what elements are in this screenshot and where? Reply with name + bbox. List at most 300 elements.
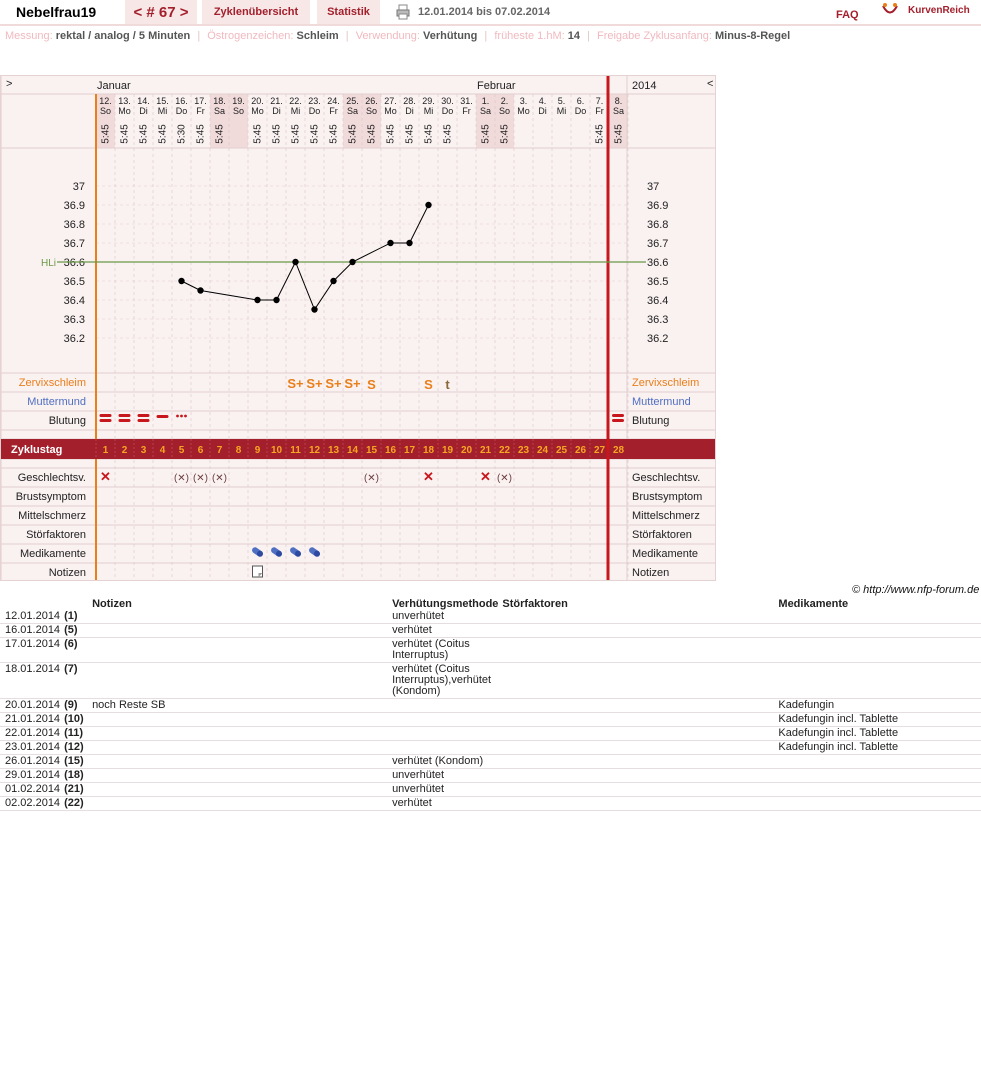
release-label: Freigabe Zyklusanfang: bbox=[596, 30, 712, 42]
pill-icon bbox=[289, 546, 302, 558]
notes-label-right[interactable]: Notizen bbox=[632, 567, 670, 579]
day-weekday: Di bbox=[405, 106, 414, 116]
bleeding-heavy-mark bbox=[100, 414, 112, 417]
measurement-time: 5:45 bbox=[404, 124, 416, 144]
cycle-day-number: 11 bbox=[290, 445, 301, 456]
row-disturb bbox=[500, 610, 776, 624]
row-cycle-day: (21) bbox=[62, 783, 90, 797]
measurement-time: 5:45 bbox=[309, 124, 321, 144]
measurement-time: 5:45 bbox=[366, 124, 378, 144]
bleeding-heavy-mark bbox=[100, 419, 112, 422]
day-weekday: Di bbox=[538, 106, 547, 116]
measurement-time: 5:45 bbox=[347, 124, 359, 144]
bleeding-label[interactable]: Blutung bbox=[48, 415, 86, 427]
kurvenreich-logo-icon[interactable] bbox=[881, 2, 899, 20]
day-date: 6. bbox=[576, 96, 585, 106]
measurement-time: 5:45 bbox=[271, 124, 283, 144]
notes-label[interactable]: Notizen bbox=[48, 567, 86, 579]
table-row bbox=[0, 624, 981, 638]
row-meds: Kadefungin incl. Tablette bbox=[776, 727, 981, 741]
cycle-day-number: 7 bbox=[216, 445, 223, 456]
cycle-date-range: 12.01.2014 bis 07.02.2014 bbox=[418, 6, 551, 18]
day-weekday: Mi bbox=[423, 106, 434, 116]
measurement-time: 5:45 bbox=[385, 124, 397, 144]
cycle-notes-table bbox=[0, 596, 981, 811]
y-tick-label-right: 37 bbox=[647, 181, 660, 193]
table-row bbox=[0, 769, 981, 783]
release-value: Minus-8-Regel bbox=[714, 30, 791, 42]
day-date: 14. bbox=[137, 96, 150, 106]
intercourse-unprotected-mark: ✕ bbox=[480, 469, 491, 484]
temperature-point[interactable] bbox=[178, 278, 184, 284]
row-note bbox=[90, 783, 390, 797]
table-row bbox=[0, 727, 981, 741]
row-method: verhütet (Coitus Interruptus) bbox=[390, 638, 500, 663]
row-meds bbox=[776, 783, 981, 797]
faq-link[interactable]: FAQ bbox=[836, 9, 859, 21]
intercourse-protected-mark: (✕) bbox=[173, 473, 190, 484]
measurement-time: 5:45 bbox=[138, 124, 150, 144]
row-method bbox=[390, 741, 500, 755]
y-tick-label-left: 37 bbox=[72, 181, 85, 193]
prev-cycle-arrow[interactable]: > bbox=[6, 78, 13, 90]
row-date: 21.01.2014 bbox=[0, 713, 62, 727]
day-weekday: Mo bbox=[517, 106, 530, 116]
day-date: 7. bbox=[595, 96, 604, 106]
measurement-time: 5:45 bbox=[613, 124, 625, 144]
day-weekday: Sa bbox=[479, 106, 492, 116]
row-method: verhütet (Coitus Interruptus),verhütet (Kondom) bbox=[390, 663, 500, 699]
cycle-day-number: 1 bbox=[102, 445, 109, 456]
cervix-mark: S bbox=[367, 377, 376, 392]
row-meds bbox=[776, 755, 981, 769]
cervix-mark: S+ bbox=[325, 376, 342, 391]
row-meds bbox=[776, 638, 981, 663]
bleeding-heavy-mark bbox=[612, 414, 624, 417]
y-tick-label-left: 36.8 bbox=[63, 219, 85, 231]
row-date: 26.01.2014 bbox=[0, 755, 62, 769]
cervix-mark: S bbox=[424, 377, 433, 392]
day-date: 4. bbox=[538, 96, 547, 106]
row-date: 18.01.2014 bbox=[0, 663, 62, 699]
month-label: Februar bbox=[477, 80, 516, 92]
row-cycle-day: (9) bbox=[62, 699, 90, 713]
measurement-time: 5:45 bbox=[480, 124, 492, 144]
username: Nebelfrau19 bbox=[16, 4, 97, 20]
row-cycle-day: (1) bbox=[62, 610, 90, 624]
header-meds: Medikamente bbox=[778, 598, 849, 610]
top-bar bbox=[0, 0, 981, 26]
day-weekday: Di bbox=[139, 106, 148, 116]
midpain-label-right[interactable]: Mittelschmerz bbox=[632, 510, 700, 522]
cervix-mark: S+ bbox=[306, 376, 323, 391]
day-weekday: Fr bbox=[329, 106, 338, 116]
row-note bbox=[90, 610, 390, 624]
day-date: 15. bbox=[156, 96, 169, 106]
measurement-time: 5:45 bbox=[100, 124, 112, 144]
row-date: 29.01.2014 bbox=[0, 769, 62, 783]
day-date: 12. bbox=[99, 96, 112, 106]
day-weekday: Do bbox=[175, 106, 188, 116]
day-date: 30. bbox=[441, 96, 454, 106]
table-row bbox=[0, 755, 981, 769]
day-weekday: Di bbox=[272, 106, 281, 116]
intercourse-unprotected-mark: ✕ bbox=[423, 469, 434, 484]
row-note bbox=[90, 638, 390, 663]
row-cycle-day: (18) bbox=[62, 769, 90, 783]
day-weekday: Do bbox=[574, 106, 587, 116]
temperature-point[interactable] bbox=[406, 240, 412, 246]
estrogen-label: Östrogenzeichen: bbox=[207, 30, 294, 42]
cycle-day-label: Zyklustag bbox=[11, 444, 63, 456]
row-note bbox=[90, 713, 390, 727]
measurement-value: rektal / analog / 5 Minuten bbox=[55, 30, 191, 42]
cervix-mucus-label[interactable]: Zervixschleim bbox=[18, 377, 86, 389]
statistics-tab[interactable]: Statistik bbox=[317, 0, 380, 24]
next-cycle-arrow[interactable]: < bbox=[707, 78, 714, 90]
day-weekday: Mi bbox=[290, 106, 301, 116]
row-method: verhütet bbox=[390, 624, 500, 638]
cycle-day-number: 6 bbox=[197, 445, 204, 456]
cycle-day-number: 24 bbox=[536, 445, 549, 456]
day-date: 3. bbox=[519, 96, 528, 106]
row-date: 17.01.2014 bbox=[0, 638, 62, 663]
cervix-position-label[interactable]: Muttermund bbox=[27, 396, 86, 408]
pill-icon bbox=[251, 546, 264, 558]
day-date: 18. bbox=[213, 96, 226, 106]
separator: | bbox=[345, 30, 349, 42]
usage-value: Verhütung bbox=[422, 30, 478, 42]
bleeding-light-mark bbox=[180, 415, 183, 418]
cycle-overview-tab[interactable]: Zyklenübersicht bbox=[202, 0, 310, 24]
separator: | bbox=[197, 30, 201, 42]
table-row bbox=[0, 663, 981, 699]
cycle-day-number: 20 bbox=[460, 445, 473, 456]
cervix-mark: S+ bbox=[344, 376, 361, 391]
row-date: 23.01.2014 bbox=[0, 741, 62, 755]
row-date: 16.01.2014 bbox=[0, 624, 62, 638]
row-method bbox=[390, 727, 500, 741]
row-disturb bbox=[500, 783, 776, 797]
cycle-day-number: 15 bbox=[365, 445, 378, 456]
y-tick-label-left: 36.3 bbox=[63, 314, 85, 326]
measurement-time: 5:45 bbox=[328, 124, 340, 144]
cycle-chart bbox=[0, 75, 716, 581]
bleeding-label-right[interactable]: Blutung bbox=[632, 415, 670, 427]
bleeding-medium-mark bbox=[157, 415, 169, 418]
y-tick-label-left: 36.7 bbox=[63, 238, 85, 250]
midpain-label[interactable]: Mittelschmerz bbox=[18, 510, 86, 522]
temperature-point[interactable] bbox=[387, 240, 393, 246]
temperature-point[interactable] bbox=[292, 259, 298, 265]
day-date: 25. bbox=[346, 96, 359, 106]
row-meds bbox=[776, 663, 981, 699]
row-disturb bbox=[500, 797, 776, 811]
cycle-day-number: 18 bbox=[422, 445, 435, 456]
cycle-switcher-button[interactable]: < # 67 > bbox=[125, 0, 197, 24]
row-date: 02.02.2014 bbox=[0, 797, 62, 811]
y-tick-label-right: 36.9 bbox=[647, 200, 669, 212]
intercourse-protected-mark: (✕) bbox=[363, 473, 380, 484]
row-disturb bbox=[500, 755, 776, 769]
row-meds bbox=[776, 610, 981, 624]
y-tick-label-right: 36.4 bbox=[647, 295, 669, 307]
table-header-row bbox=[0, 596, 981, 610]
intercourse-label-right[interactable]: Geschlechtsv. bbox=[632, 472, 701, 484]
row-method: verhütet bbox=[390, 797, 500, 811]
day-weekday: Mo bbox=[384, 106, 397, 116]
table-row bbox=[0, 638, 981, 663]
row-method: unverhütet bbox=[390, 769, 500, 783]
row-note bbox=[90, 741, 390, 755]
row-disturb bbox=[500, 699, 776, 713]
row-disturb bbox=[500, 713, 776, 727]
table-row bbox=[0, 783, 981, 797]
header-notes: Notizen bbox=[92, 598, 132, 610]
y-tick-label-right: 36.5 bbox=[647, 276, 669, 288]
day-date: 23. bbox=[308, 96, 321, 106]
row-date: 22.01.2014 bbox=[0, 727, 62, 741]
row-disturb bbox=[500, 663, 776, 699]
row-meds: Kadefungin incl. Tablette bbox=[776, 741, 981, 755]
header-disturb: Störfaktoren bbox=[502, 598, 568, 610]
y-tick-label-left: 36.9 bbox=[63, 200, 85, 212]
cycle-day-number: 5 bbox=[178, 445, 185, 456]
breast-symptom-label-right[interactable]: Brustsymptom bbox=[632, 491, 703, 503]
bleeding-heavy-mark bbox=[612, 419, 624, 422]
row-disturb bbox=[500, 638, 776, 663]
table-row bbox=[0, 741, 981, 755]
day-date: 29. bbox=[422, 96, 435, 106]
row-cycle-day: (7) bbox=[62, 663, 90, 699]
cycle-day-number: 13 bbox=[327, 445, 340, 456]
intercourse-protected-mark: (✕) bbox=[192, 473, 209, 484]
day-date: 5. bbox=[557, 96, 566, 106]
row-note bbox=[90, 727, 390, 741]
measurement-time: 5:45 bbox=[252, 124, 264, 144]
row-date: 01.02.2014 bbox=[0, 783, 62, 797]
intercourse-protected-mark: (✕) bbox=[211, 473, 228, 484]
y-tick-label-left: 36.6 bbox=[63, 257, 85, 269]
day-weekday: Mi bbox=[556, 106, 567, 116]
cycle-day-number: 26 bbox=[574, 445, 587, 456]
disturbance-label[interactable]: Störfaktoren bbox=[26, 529, 86, 541]
printer-icon[interactable] bbox=[396, 4, 410, 20]
y-tick-label-right: 36.8 bbox=[647, 219, 669, 231]
cycle-day-number: 27 bbox=[593, 445, 606, 456]
intercourse-protected-mark: (✕) bbox=[496, 473, 513, 484]
row-meds bbox=[776, 624, 981, 638]
cycle-day-number: 12 bbox=[308, 445, 321, 456]
note-icon[interactable] bbox=[253, 566, 263, 577]
day-weekday: So bbox=[99, 106, 112, 116]
day-weekday: Fr bbox=[196, 106, 205, 116]
measurement-time: 5:45 bbox=[290, 124, 302, 144]
separator: | bbox=[587, 30, 590, 42]
breast-symptom-label[interactable]: Brustsymptom bbox=[15, 491, 86, 503]
cycle-day-number: 23 bbox=[517, 445, 530, 456]
row-disturb bbox=[500, 727, 776, 741]
temperature-point[interactable] bbox=[254, 297, 260, 303]
cycle-day-number: 9 bbox=[254, 445, 261, 456]
cervix-mucus-label-right[interactable]: Zervixschleim bbox=[632, 377, 700, 389]
cycle-day-number: 21 bbox=[479, 445, 492, 456]
table-row bbox=[0, 713, 981, 727]
measurement-time: 5:45 bbox=[119, 124, 131, 144]
earliest-label: früheste 1.hM: bbox=[494, 30, 565, 42]
day-weekday: Sa bbox=[612, 106, 625, 116]
cycle-day-number: 14 bbox=[346, 445, 359, 456]
row-cycle-day: (11) bbox=[62, 727, 90, 741]
usage-label: Verwendung: bbox=[355, 30, 420, 42]
row-note bbox=[90, 769, 390, 783]
y-tick-label-left: 36.4 bbox=[63, 295, 85, 307]
y-tick-label-left: 36.5 bbox=[63, 276, 85, 288]
day-date: 22. bbox=[289, 96, 302, 106]
row-cycle-day: (6) bbox=[62, 638, 90, 663]
temperature-point[interactable] bbox=[425, 202, 431, 208]
header-method: Verhütungsmethode bbox=[392, 598, 499, 610]
day-date: 20. bbox=[251, 96, 264, 106]
measurement-time: 5:45 bbox=[214, 124, 226, 144]
day-weekday: So bbox=[498, 106, 511, 116]
cycle-day-number: 19 bbox=[441, 445, 454, 456]
row-cycle-day: (5) bbox=[62, 624, 90, 638]
row-meds: Kadefungin incl. Tablette bbox=[776, 713, 981, 727]
day-weekday: Sa bbox=[346, 106, 359, 116]
measurement-info-bar bbox=[5, 30, 790, 42]
measurement-time: 5:45 bbox=[423, 124, 435, 144]
copyright-text: © http://www.nfp-forum.de bbox=[852, 584, 980, 596]
day-date: 27. bbox=[384, 96, 397, 106]
temperature-chart-svg bbox=[1, 76, 716, 581]
measurement-time: 5:45 bbox=[195, 124, 207, 144]
day-weekday: Mo bbox=[118, 106, 131, 116]
row-method: unverhütet bbox=[390, 610, 500, 624]
day-weekday: Mi bbox=[157, 106, 168, 116]
measurement-time: 5:45 bbox=[157, 124, 169, 144]
row-date: 20.01.2014 bbox=[0, 699, 62, 713]
temperature-point[interactable] bbox=[349, 259, 355, 265]
temperature-point[interactable] bbox=[330, 278, 336, 284]
row-date: 12.01.2014 bbox=[0, 610, 62, 624]
day-date: 13. bbox=[118, 96, 131, 106]
day-date: 28. bbox=[403, 96, 416, 106]
row-note bbox=[90, 797, 390, 811]
temperature-point[interactable] bbox=[311, 306, 317, 312]
cycle-day-number: 28 bbox=[612, 445, 625, 456]
bleeding-heavy-mark bbox=[138, 414, 150, 417]
row-method: verhütet (Kondom) bbox=[390, 755, 500, 769]
estrogen-value: Schleim bbox=[296, 30, 339, 42]
day-date: 2. bbox=[500, 96, 509, 106]
measurement-label: Messung: bbox=[5, 30, 53, 42]
y-tick-label-right: 36.2 bbox=[647, 333, 669, 345]
medication-label[interactable]: Medikamente bbox=[19, 548, 86, 560]
row-cycle-day: (22) bbox=[62, 797, 90, 811]
y-tick-label-right: 36.7 bbox=[647, 238, 669, 250]
day-date: 8. bbox=[614, 96, 623, 106]
day-date: 24. bbox=[327, 96, 340, 106]
cycle-day-number: 8 bbox=[235, 445, 242, 456]
bleeding-heavy-mark bbox=[119, 414, 131, 417]
temperature-point[interactable] bbox=[273, 297, 279, 303]
day-date: 19. bbox=[232, 96, 245, 106]
intercourse-label[interactable]: Geschlechtsv. bbox=[17, 472, 86, 484]
row-cycle-day: (10) bbox=[62, 713, 90, 727]
disturbance-label-right[interactable]: Störfaktoren bbox=[632, 529, 692, 541]
table-row bbox=[0, 610, 981, 624]
y-tick-label-left: 36.2 bbox=[63, 333, 85, 345]
cycle-day-number: 25 bbox=[555, 445, 568, 456]
day-date: 16. bbox=[175, 96, 188, 106]
cervix-position-label-right[interactable]: Muttermund bbox=[632, 396, 691, 408]
day-weekday: Sa bbox=[213, 106, 226, 116]
pill-icon bbox=[308, 546, 321, 558]
day-weekday: Do bbox=[308, 106, 321, 116]
row-method bbox=[390, 699, 500, 713]
row-cycle-day: (12) bbox=[62, 741, 90, 755]
day-weekday: Mo bbox=[251, 106, 264, 116]
row-meds bbox=[776, 797, 981, 811]
brand-name[interactable]: KurvenReich bbox=[908, 5, 970, 16]
bleeding-heavy-mark bbox=[119, 419, 131, 422]
measurement-time: 5:30 bbox=[176, 124, 188, 144]
row-disturb bbox=[500, 769, 776, 783]
day-weekday: Do bbox=[441, 106, 454, 116]
measurement-time: 5:45 bbox=[594, 124, 606, 144]
bleeding-heavy-mark bbox=[138, 419, 150, 422]
cycle-day-number: 2 bbox=[121, 445, 128, 456]
table-row bbox=[0, 699, 981, 713]
cycle-day-number: 22 bbox=[498, 445, 511, 456]
pill-icon bbox=[270, 546, 283, 558]
hli-label: HLi bbox=[41, 258, 57, 269]
row-disturb bbox=[500, 624, 776, 638]
earliest-value: 14 bbox=[567, 30, 580, 42]
day-date: 31. bbox=[460, 96, 473, 106]
cycle-day-number: 3 bbox=[140, 445, 147, 456]
row-note bbox=[90, 624, 390, 638]
row-meds: Kadefungin bbox=[776, 699, 981, 713]
day-date: 17. bbox=[194, 96, 207, 106]
temperature-point[interactable] bbox=[197, 287, 203, 293]
day-weekday: So bbox=[365, 106, 378, 116]
month-label: Januar bbox=[97, 80, 131, 92]
row-note: noch Reste SB bbox=[90, 699, 390, 713]
bleeding-light-mark bbox=[184, 415, 187, 418]
cycle-day-number: 4 bbox=[159, 445, 166, 456]
day-weekday: Fr bbox=[595, 106, 604, 116]
table-row bbox=[0, 797, 981, 811]
row-method bbox=[390, 713, 500, 727]
cycle-day-number: 10 bbox=[270, 445, 283, 456]
row-cycle-day: (15) bbox=[62, 755, 90, 769]
day-weekday: Fr bbox=[462, 106, 471, 116]
day-date: 21. bbox=[270, 96, 283, 106]
cycle-day-number: 17 bbox=[403, 445, 416, 456]
medication-label-right[interactable]: Medikamente bbox=[632, 548, 699, 560]
row-note bbox=[90, 755, 390, 769]
measurement-time: 5:45 bbox=[499, 124, 511, 144]
day-date: 1. bbox=[481, 96, 490, 106]
y-tick-label-right: 36.3 bbox=[647, 314, 669, 326]
header-day bbox=[62, 596, 90, 610]
row-method: unverhütet bbox=[390, 783, 500, 797]
cervix-mark: t bbox=[445, 377, 450, 392]
day-weekday: So bbox=[232, 106, 245, 116]
row-note bbox=[90, 663, 390, 699]
